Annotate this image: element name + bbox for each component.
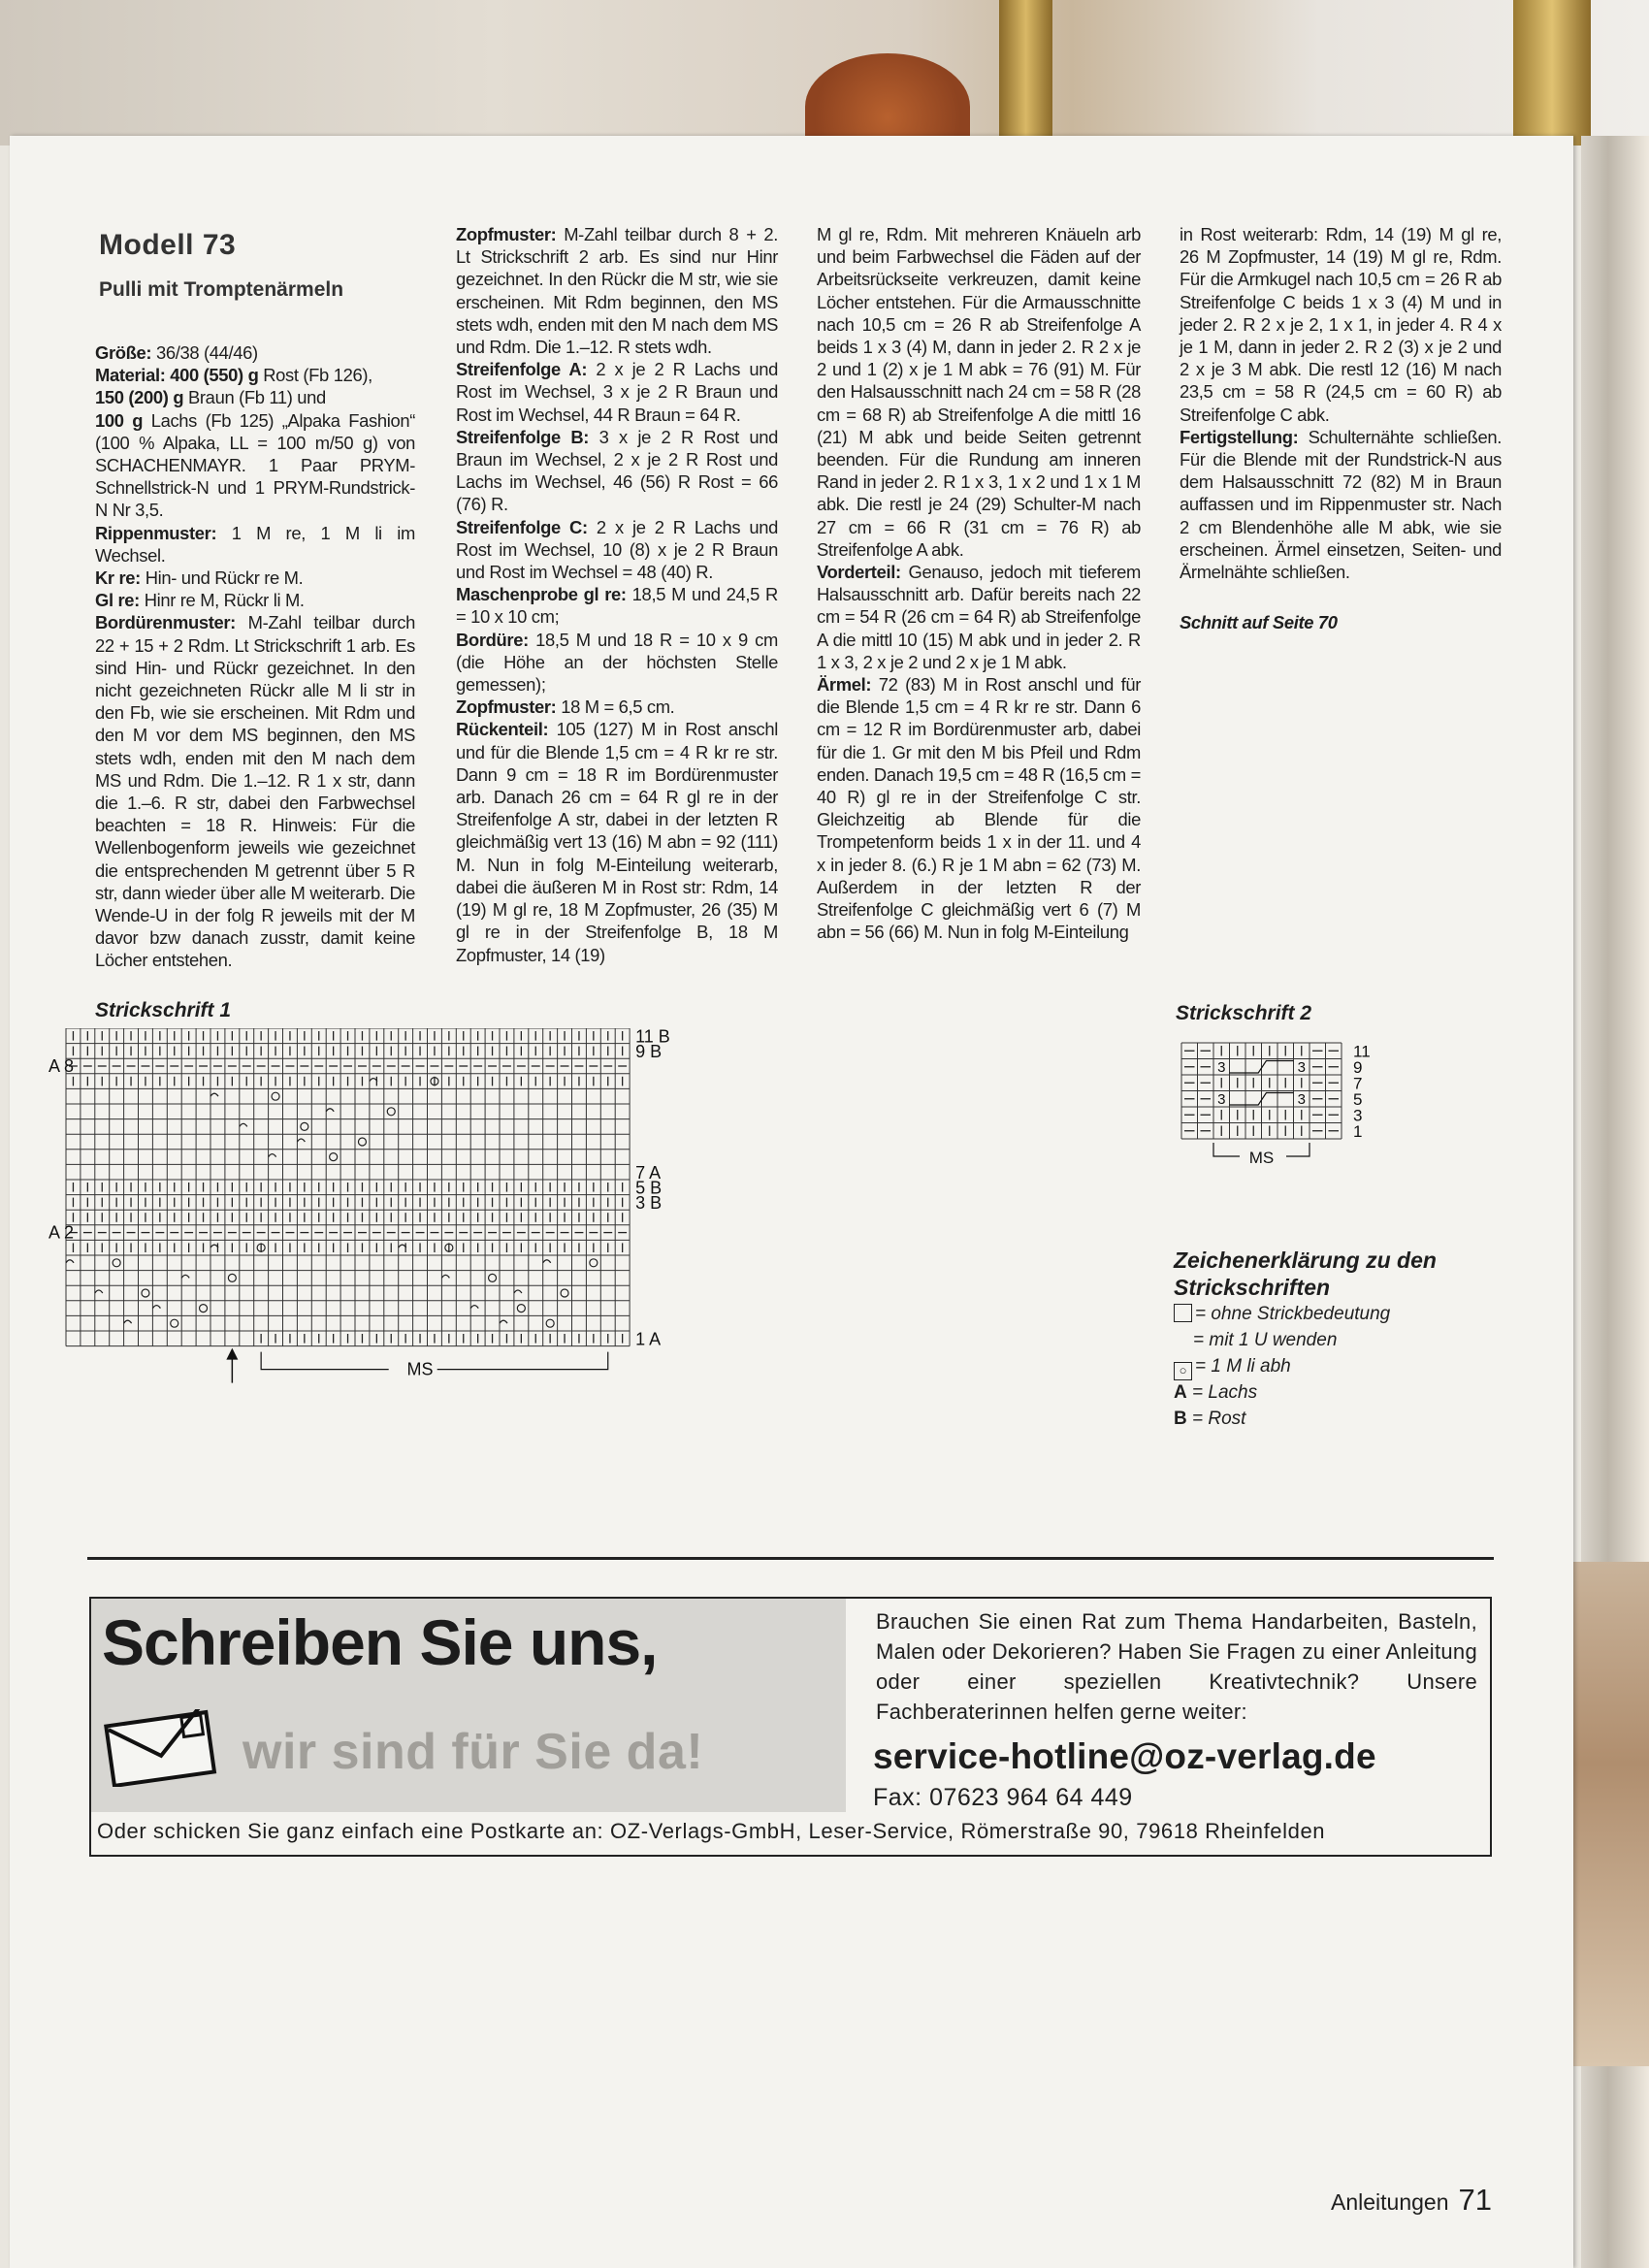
chart1-slip-stitch bbox=[358, 1138, 366, 1146]
text-column-1 bbox=[95, 341, 415, 972]
pattern-reference: Schnitt auf Seite 70 bbox=[1180, 612, 1338, 632]
chart1-row-label: 7 A bbox=[635, 1163, 662, 1183]
chart1-slip-stitch bbox=[301, 1122, 308, 1130]
text-column-3 bbox=[817, 223, 1141, 944]
adjacent-page-photo bbox=[1569, 1562, 1649, 2066]
chart1-slip-stitch bbox=[489, 1274, 497, 1281]
knitting-chart-1 bbox=[48, 1028, 1116, 1571]
chart1-wave bbox=[240, 1123, 247, 1126]
col1-paragraph: Gl re: Hinr re M, Rückr li M. bbox=[95, 590, 305, 611]
photo-frame-left bbox=[999, 0, 1052, 146]
legend-item-empty: = ohne Strickbedeutung bbox=[1174, 1304, 1390, 1325]
col3-paragraph: Ärmel: 72 (83) M in Rost anschl und für die Blende 1,5 cm = 4 R kr re str. Dann 6 cm = 12 R im Bordürenmuster arb, dabei für die 1. Gr mit den M bis Pfeil und Rdm enden. Danach 19,5 cm = 48 R (16,5 cm = 40 R) gl re in der Streifenfolge C str. Gleichzeitig ab Blende für die Trompetenform beids 1 x in der 11. und 4 x in jeder 8. (6.) R je 1 M abn = 62 (73) M. Außerdem in der letzten R der Streifenfolge C gleichmäßig vert 6 (7) M abn = 56 (66) M. Nun in folg M-Einteilung bbox=[817, 674, 1141, 943]
hotline-email[interactable]: service-hotline@oz-verlag.de bbox=[873, 1736, 1376, 1776]
page-subtitle: Pulli mit Tromptenärmeln bbox=[99, 278, 344, 301]
chart1-wave bbox=[500, 1320, 507, 1323]
ad-body: Brauchen Sie einen Rat zum Thema Handarbeiten, Basteln, Malen oder Dekorieren? Haben Sie Fragen zu einer Anleitung oder einer speziellen Kreativtechnik? Unsere Fachberaterinnen helfen gerne weiter: bbox=[876, 1609, 1477, 1724]
chart2-row-label: 11 bbox=[1353, 1042, 1371, 1061]
empty-box-icon bbox=[1174, 1304, 1192, 1322]
chart1-slip-stitch bbox=[561, 1289, 568, 1297]
col2-paragraph: Maschenprobe gl re: 18,5 M und 24,5 R = 10 x 10 cm; bbox=[456, 584, 778, 628]
col4-paragraph: in Rost weiterarb: Rdm, 14 (19) M gl re, 26 M Zopfmuster, 14 (19) M gl re, Rdm. Für die Armkugel nach 10,5 cm = 26 R ab Streifenfolge C beids 1 x 3 (4) M und in jeder 2. R 2 x je 2, 1 x 1, in jeder 4. R 4 x je 1 M, dann in jeder 2. R 2 (3) x je 2 und 2 x je 3 M abk. Die restl 12 (16) M nach 23,5 cm = 58 R (24,5 cm = 60 R) ab Streifenfolge C abk. bbox=[1180, 224, 1502, 425]
chart1-row-label: A 8 bbox=[48, 1055, 75, 1076]
col2-paragraph: Rückenteil: 105 (127) M in Rost anschl und für die Blende 1,5 cm = 4 R kr re str. Dann 9 cm = 18 R im Bordürenmuster arb. Danach 26 cm = 64 R gl re in der Streifenfolge A str, dabei in der letzten R gleichmäßig vert 13 (16) M abn = 92 (111) M. Nun in folg M-Einteilung weiterarb, dabei die äußeren M in Rost str: Rdm, 14 (19) M gl re, 18 M Zopfmuster, 26 (35) M gl re in der Streifenfolge B, 18 M Zopfmuster, 14 (19) bbox=[456, 719, 778, 965]
footer-section: Anleitungen bbox=[1331, 2189, 1449, 2215]
col1-paragraph: 100 g Lachs (Fb 125) „Alpaka Fashion“ (100 % Alpaka, LL = 100 m/50 g) von SCHACHENMAYR. 1 Paar PRYM-Schnellstrick-N und 1 PRYM-Rundstrick-N Nr 3,5. bbox=[95, 409, 415, 521]
col2-paragraph: Streifenfolge B: 3 x je 2 R Rost und Braun im Wechsel, 2 x je 2 R Rost und Lachs im Wechsel, 46 (56) R Rost = 66 (76) R. bbox=[456, 426, 778, 515]
chart1-row-label: 1 A bbox=[635, 1329, 662, 1349]
chart2-title: Strickschrift 2 bbox=[1176, 1002, 1312, 1024]
chart2-row-label: 7 bbox=[1353, 1074, 1363, 1093]
legend-item-b: B = Rost bbox=[1174, 1409, 1246, 1429]
chart1-wave bbox=[370, 1079, 377, 1082]
chart1-row-label: 3 B bbox=[635, 1193, 663, 1214]
chart2-row-label: 1 bbox=[1353, 1122, 1363, 1141]
text-column-4 bbox=[1180, 223, 1502, 583]
chart1-row-label: A 2 bbox=[48, 1222, 75, 1243]
chart1-wave bbox=[543, 1260, 551, 1263]
chart2-row-label: 5 bbox=[1353, 1090, 1363, 1109]
chart1-slip-stitch bbox=[200, 1305, 208, 1312]
chart2-row-label: 3 bbox=[1353, 1106, 1363, 1125]
chart1-slip-stitch bbox=[171, 1319, 178, 1327]
chart1-wave bbox=[297, 1139, 305, 1142]
chart1-slip-stitch bbox=[142, 1289, 149, 1297]
col2-paragraph: Zopfmuster: M-Zahl teilbar durch 8 + 2. Lt Strickschrift 2 arb. Es sind nur Hinr gezeichnet. In den Rückr die M str, wie sie erscheinen. Mit Rdm beginnen, den MS stets wdh, enden mit den M nach dem MS und Rdm. Die 1.–12. R stets wdh. bbox=[456, 224, 778, 358]
page-number: 71 bbox=[1458, 2183, 1492, 2217]
postal-address: Oder schicken Sie ganz einfach eine Postkarte an: OZ-Verlags-GmbH, Leser-Service, Römerstraße 90, 79618 Rheinfelden bbox=[97, 1819, 1326, 1843]
legend-title: Zeichenerklärung zu den Strickschriften bbox=[1174, 1247, 1437, 1300]
circle-stitch-icon: ○ bbox=[1174, 1362, 1192, 1380]
col3-paragraph: M gl re, Rdm. Mit mehreren Knäueln arb und beim Farbwechsel die Fäden auf der Arbeitsrückseite verkreuzen, damit keine Löcher entstehen. Für die Armausschnitte nach 10,5 cm = 26 R ab Streifenfolge A beids 1 x 3 (4) M, dann in jeder 2. R 2 x je 2 und 1 (2) x je 1 M abk = 76 (91) M. Für den Halsausschnitt nach 24 cm = 58 R (28 cm = 68 R) ab Streifenfolge A die mittl 16 (21) M abk und beide Seiten getrennt beenden. Für die Rundung am inneren Rand in jeder 2. R 1 x 3, 1 x 2 und 1 x 1 M abk. Die restl je 24 (29) Schulter-M nach 27 cm = 66 R (31 cm = 76 R) ab Streifenfolge A abk. bbox=[817, 224, 1141, 560]
chart2-repeat-label: MS bbox=[1248, 1149, 1275, 1167]
col2-paragraph: Streifenfolge A: 2 x je 2 R Lachs und Rost im Wechsel, 3 x je 2 R Braun und Rost im Wechsel, 44 R Braun = 64 R. bbox=[456, 359, 778, 425]
page-footer bbox=[1331, 2183, 1492, 2218]
legend-item-a: A = Lachs bbox=[1174, 1382, 1258, 1403]
chart1-slip-stitch bbox=[272, 1092, 279, 1100]
chart1-wave bbox=[210, 1093, 218, 1096]
chart1-wave bbox=[514, 1290, 522, 1293]
col1-paragraph: Rippenmuster: 1 M re, 1 M li im Wechsel. bbox=[95, 522, 415, 566]
chart1-wave bbox=[181, 1275, 189, 1278]
chart2-cross-count: 3 bbox=[1217, 1059, 1226, 1076]
chart1-row-label: 9 B bbox=[635, 1042, 663, 1062]
chart2-cross-count: 3 bbox=[1217, 1091, 1226, 1108]
col2-paragraph: Streifenfolge C: 2 x je 2 R Lachs und Rost im Wechsel, 10 (8) x je 2 R Braun und Rost im Wechsel = 48 (40) R. bbox=[456, 516, 778, 583]
ad-subline: wir sind für Sie da! bbox=[242, 1724, 704, 1780]
fax-number: Fax: 07623 964 64 449 bbox=[873, 1784, 1133, 1811]
envelope-icon bbox=[102, 1709, 228, 1787]
col1-paragraph: Kr re: Hin- und Rückr re M. bbox=[95, 567, 304, 589]
chart1-wave bbox=[95, 1290, 103, 1293]
chart1-wave bbox=[441, 1275, 449, 1278]
chart1-wave bbox=[269, 1154, 276, 1157]
chart1-slip-stitch bbox=[113, 1259, 120, 1267]
col1-paragraph: Bordürenmuster: M-Zahl teilbar durch 22 + 15 + 2 Rdm. Lt Strickschrift 1 arb. Es sind Hin- und Rückr gezeichnet. In den nicht gezeichneten Rückr alle M li str in den Fb, wie sie erscheinen. Mit Rdm und den M vor dem MS beginnen, den MS stets wdh, enden mit den M nach dem MS und Rdm. Die 1.–12. R 1 x str, dann die 1.–6. R str, dabei den Farbwechsel beachten = 18 R. Hinweis: Für die Wellenbogenform jeweils wie gezeichnet die entsprechenden M getrennt über 5 R str, dann wieder über alle M weiterarb. Die Wende-U in der folg R jeweils mit der M davor bzw danach zusstr, damit keine Löcher entstehen. bbox=[95, 612, 415, 971]
chart1-slip-stitch bbox=[228, 1274, 236, 1281]
chart1-wave bbox=[66, 1260, 74, 1263]
legend-item-turn: = mit 1 U wenden bbox=[1193, 1330, 1338, 1350]
chart2-cross-count: 3 bbox=[1297, 1091, 1306, 1108]
photo-frame-right bbox=[1513, 0, 1591, 146]
chart1-slip-stitch bbox=[517, 1305, 525, 1312]
chart1-wave bbox=[152, 1306, 160, 1309]
chart1-wave bbox=[124, 1320, 132, 1323]
knitting-chart-2 bbox=[1174, 1033, 1465, 1227]
chart1-slip-stitch bbox=[330, 1153, 338, 1161]
chart1-repeat-label: MS bbox=[406, 1359, 434, 1379]
col2-paragraph: Bordüre: 18,5 M und 18 R = 10 x 9 cm (die Höhe an der höchsten Stelle gemessen); bbox=[456, 629, 778, 696]
chart2-row-label: 9 bbox=[1353, 1058, 1363, 1077]
col4-paragraph: Fertigstellung: Schulternähte schließen. Für die Blende mit der Rundstrick-N aus dem Halsausschnitt 72 (82) M in Braun auffassen und im Rippenmuster str. Nach 2 cm Blendenhöhe alle M abk, wie sie erscheinen. Ärmel einsetzen, Seiten- und Ärmelnähte schließen. bbox=[1180, 426, 1502, 583]
col1-paragraph: Größe: 36/38 (44/46) bbox=[95, 342, 258, 363]
chart1-wave bbox=[470, 1306, 478, 1309]
ad-headline: Schreiben Sie uns, bbox=[102, 1606, 658, 1678]
col1-paragraph: 150 (200) g Braun (Fb 11) und bbox=[95, 387, 326, 408]
chart1-row-label: 5 B bbox=[635, 1178, 663, 1198]
chart1-wave bbox=[326, 1109, 334, 1112]
chart1-title: Strickschrift 1 bbox=[95, 999, 232, 1021]
legend-item-slip: ○ = 1 M li abh bbox=[1174, 1356, 1291, 1380]
col3-paragraph: Vorderteil: Genauso, jedoch mit tieferem Halsausschnitt arb. Dafür bereits nach 22 cm = 54 R (26 cm = 64 R) ab Streifenfolge A die mittl 10 (15) M abk und in jeder 2. R 1 x 3, 2 x je 2 und 2 x je 1 M abk. bbox=[817, 562, 1141, 672]
chart1-slip-stitch bbox=[590, 1259, 598, 1267]
col2-paragraph: Zopfmuster: 18 M = 6,5 cm. bbox=[456, 697, 675, 718]
divider bbox=[87, 1557, 1494, 1560]
arrow-head-icon bbox=[226, 1348, 238, 1360]
chart1-slip-stitch bbox=[546, 1319, 554, 1327]
chart2-cross-count: 3 bbox=[1297, 1059, 1306, 1076]
chart1-slip-stitch bbox=[387, 1108, 395, 1116]
col1-paragraph: Material: 400 (550) g Rost (Fb 126), bbox=[95, 365, 372, 386]
chart1-row-label: 11 B bbox=[635, 1028, 670, 1047]
text-column-2 bbox=[456, 223, 778, 966]
page-title: Modell 73 bbox=[99, 229, 237, 261]
